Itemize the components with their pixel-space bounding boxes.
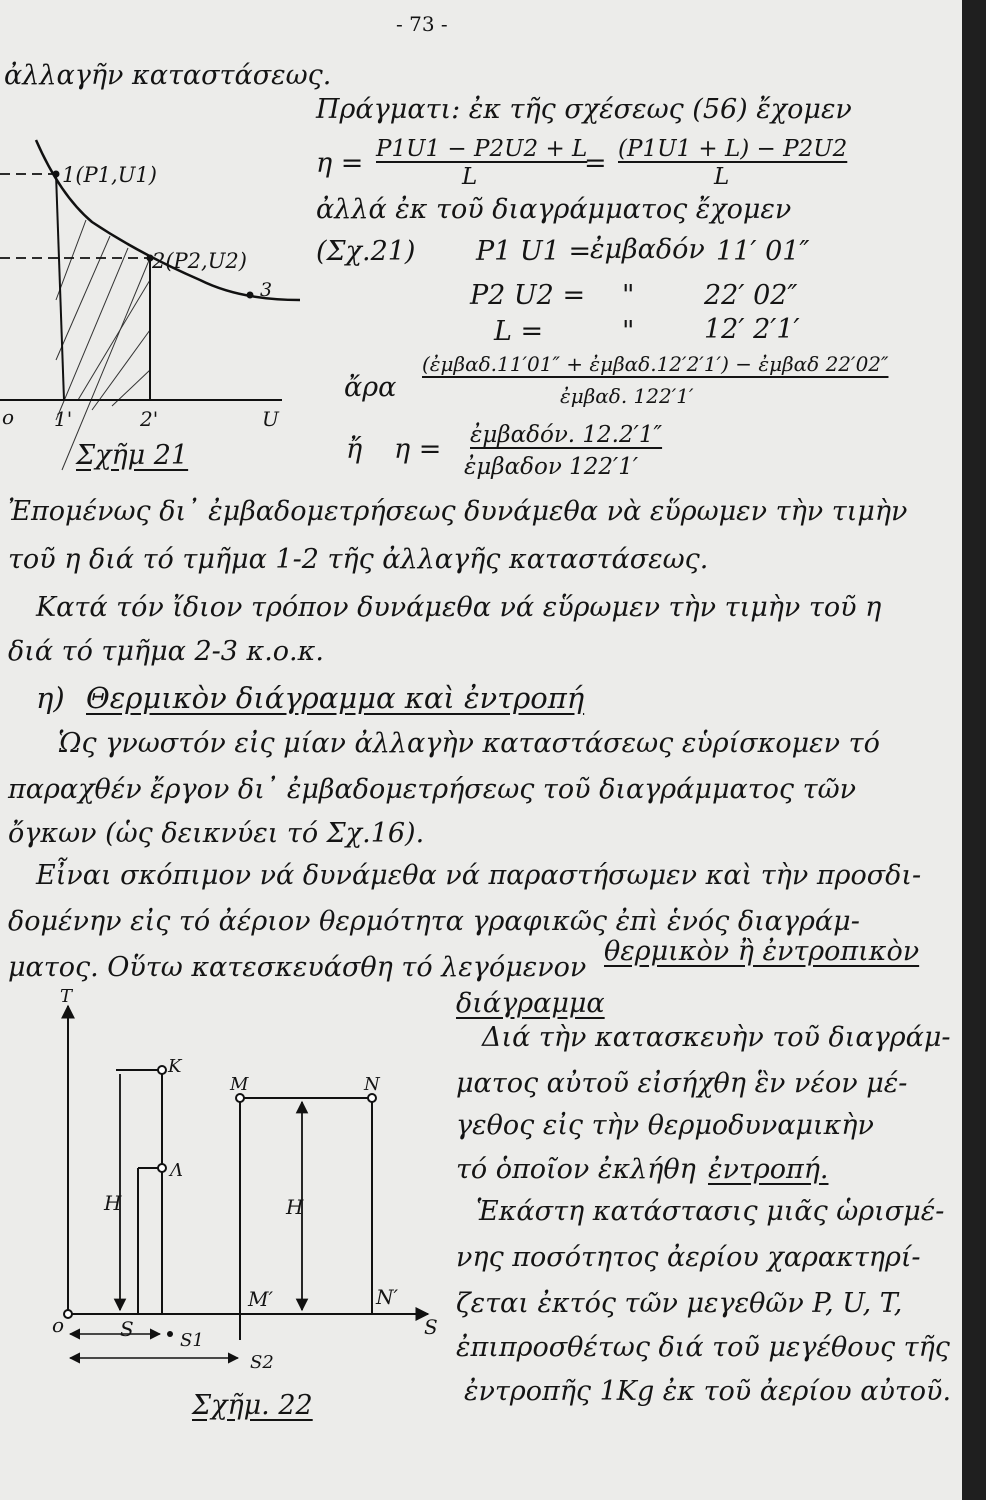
para4-line-2: ματος αὐτοῦ εἰσήχθη ἓν νέον μέ- <box>456 1068 908 1099</box>
fig21-axis-2: 2' <box>140 407 159 431</box>
fig22-caption: Σχῆμ. 22 <box>192 1390 313 1421</box>
fig21-v1-line <box>56 174 64 400</box>
ara-num: (ἐμβαδ.11′01″ + ἐμβαδ.12′2′1′) − ἐμβαδ 22′02″ <box>422 352 889 376</box>
area-row-1-val: 11′ 01″ <box>716 236 810 267</box>
area-row-1-mid: ἐμβαδόν <box>590 234 705 265</box>
para1-line-2: τοῦ η διά τό τμῆμα 1-2 τῆς ἀλλαγῆς καταστάσεως. <box>8 544 709 575</box>
eq1-lhs: η = <box>316 148 364 179</box>
area-row-1-lhs: P1 U1 = <box>476 236 592 267</box>
eq1-den2: L <box>714 164 730 190</box>
fig22-point-m <box>236 1094 244 1102</box>
para4-line-3: γεθος εἰς τὴν θερμοδυναμικὴν <box>456 1110 874 1141</box>
para3-term-2: διάγραμμα <box>456 988 605 1019</box>
pragmati-line: Πράγματι: ἐκ τῆς σχέσεως (56) ἔχομεν <box>316 94 852 125</box>
areas-ref: (Σχ.21) <box>316 236 416 267</box>
fig22-axis-t: T <box>60 986 73 1007</box>
fig22-label-s2: S2 <box>250 1352 274 1373</box>
fig21-axis-o: o <box>2 405 15 429</box>
para2-line-2: παραχθέν ἔργον δι᾽ ἐμβαδομετρήσεως τοῦ διαγράμματος τῶν <box>8 774 857 805</box>
ee-word: ἤ <box>346 434 363 465</box>
eq1-eq: = <box>584 148 607 179</box>
para1-line-3: Κατά τόν ἴδιον τρόπον δυνάμεθα νά εὕρωμεν τὴν τιμὴν τοῦ η <box>36 592 882 623</box>
area-row-2-val: 22′ 02″ <box>704 280 798 311</box>
fig22-point-l <box>158 1164 166 1172</box>
top-line: ἀλλαγῆν καταστάσεως. <box>4 60 332 91</box>
area-row-3-lhs: L = <box>494 316 544 347</box>
fig22-point-n <box>368 1094 376 1102</box>
area-row-2-mid: " <box>622 280 635 311</box>
fig21-label-2: 2(P2,U2) <box>152 249 247 273</box>
para3-term: θερμικὸν ἢ ἐντροπικὸν <box>604 936 920 967</box>
fig21-point-1 <box>53 171 60 178</box>
para5-line-5: ἐντροπῆς 1Kg ἐκ τοῦ ἀερίου αὐτοῦ. <box>464 1376 952 1407</box>
ee-lhs: η = <box>394 434 442 465</box>
fig21-label-1: 1(P1,U1) <box>62 163 157 187</box>
para5-line-3: ζεται ἐκτός τῶν μεγεθῶν P, U, T, <box>456 1288 903 1319</box>
figure-21 <box>0 130 310 470</box>
area-row-2-lhs: P2 U2 = <box>470 280 586 311</box>
heading-title: Θερμικὸν διάγραμμα καὶ ἐντροπή <box>86 681 585 715</box>
para1-line-4: διά τό τμῆμα 2-3 κ.ο.κ. <box>8 636 324 667</box>
para4-line-1: Διά τὴν κατασκευὴν τοῦ διαγράμ- <box>482 1022 951 1053</box>
fig22-label-n2: N′ <box>376 1285 399 1309</box>
fig22-label-m: M <box>230 1074 249 1095</box>
binding-edge <box>962 0 986 1500</box>
para2-line-1: Ὡς γνωστόν εἰς μίαν ἀλλαγὴν καταστάσεως εὑρίσκομεν τό <box>58 728 880 759</box>
fig21-label-3: 3 <box>260 279 273 301</box>
area-row-3-mid: " <box>622 316 635 347</box>
fig21-caption: Σχῆμ 21 <box>76 440 189 471</box>
fig22-label-s1: S1 <box>180 1330 204 1351</box>
fig22-label-k: K <box>168 1056 182 1077</box>
fig22-axis-s: S <box>424 1315 438 1339</box>
para5-line-1: Ἑκάστη κατάστασις μιᾶς ὡρισμέ- <box>476 1196 945 1227</box>
fig22-label-m2: M′ <box>248 1287 274 1311</box>
fig22-point-s1 <box>167 1331 173 1337</box>
fig21-axis-1: 1' <box>54 407 73 431</box>
page-number: - 73 - <box>396 12 448 36</box>
ee-num: ἐμβαδόν. 12.2′1″ <box>470 422 663 448</box>
para4-line-4: τό ὁποῖον ἐκλήθη <box>456 1154 696 1185</box>
fig21-axis-u: U <box>262 407 279 431</box>
ara-word: ἄρα <box>344 372 397 403</box>
para4-term: ἐντροπή. <box>708 1154 829 1185</box>
fig22-point-k <box>158 1066 166 1074</box>
fig22-origin-label: o <box>52 1313 65 1337</box>
fig22-label-h-right: H <box>286 1195 304 1219</box>
para1-line-1: Ἐπομένως δι᾽ ἐμβαδομετρήσεως δυνάμεθα νὰ εὕρωμεν τὴν τιμὴν <box>8 496 908 527</box>
eq1-den1: L <box>462 164 478 190</box>
alla-line: ἀλλά ἐκ τοῦ διαγράμματος ἔχομεν <box>316 194 792 225</box>
para3-line-2: δομένην εἰς τό ἀέριον θερμότητα γραφικῶς ἐπὶ ἑνός διαγράμ- <box>8 906 860 937</box>
para5-line-2: νης ποσότητος ἀερίου χαρακτηρί- <box>456 1242 921 1273</box>
para3-line-3: ματος. Οὕτω κατεσκευάσθη τό λεγόμενον <box>8 952 587 983</box>
eq1-num2: (P1U1 + L) − P2U2 <box>618 136 848 162</box>
fig22-label-h-left: H <box>104 1191 122 1215</box>
para5-line-4: ἐπιπροσθέτως διά τοῦ μεγέθους τῆς <box>456 1332 950 1363</box>
fig22-label-s: S <box>120 1317 134 1341</box>
fig22-origin <box>64 1310 72 1318</box>
fig22-label-n: N <box>364 1074 380 1095</box>
para2-line-3: ὄγκων (ὡς δεικνύει τό Σχ.16). <box>8 818 425 849</box>
eq1-num1: P1U1 − P2U2 + L <box>376 136 588 162</box>
ee-den: ἐμβαδον 122′1′ <box>464 454 639 480</box>
fig22-label-l: Λ <box>170 1160 183 1181</box>
para3-line-1: Εἶναι σκόπιμον νά δυνάμεθα νά παραστήσωμεν καὶ τὴν προσδι- <box>36 860 922 891</box>
heading-letter: η) <box>36 681 65 715</box>
fig21-point-3 <box>247 292 254 299</box>
area-row-3-val: 12′ 2′1′ <box>704 314 800 345</box>
figure-22 <box>50 986 450 1373</box>
ara-den: ἐμβαδ. 122′1′ <box>560 384 694 408</box>
